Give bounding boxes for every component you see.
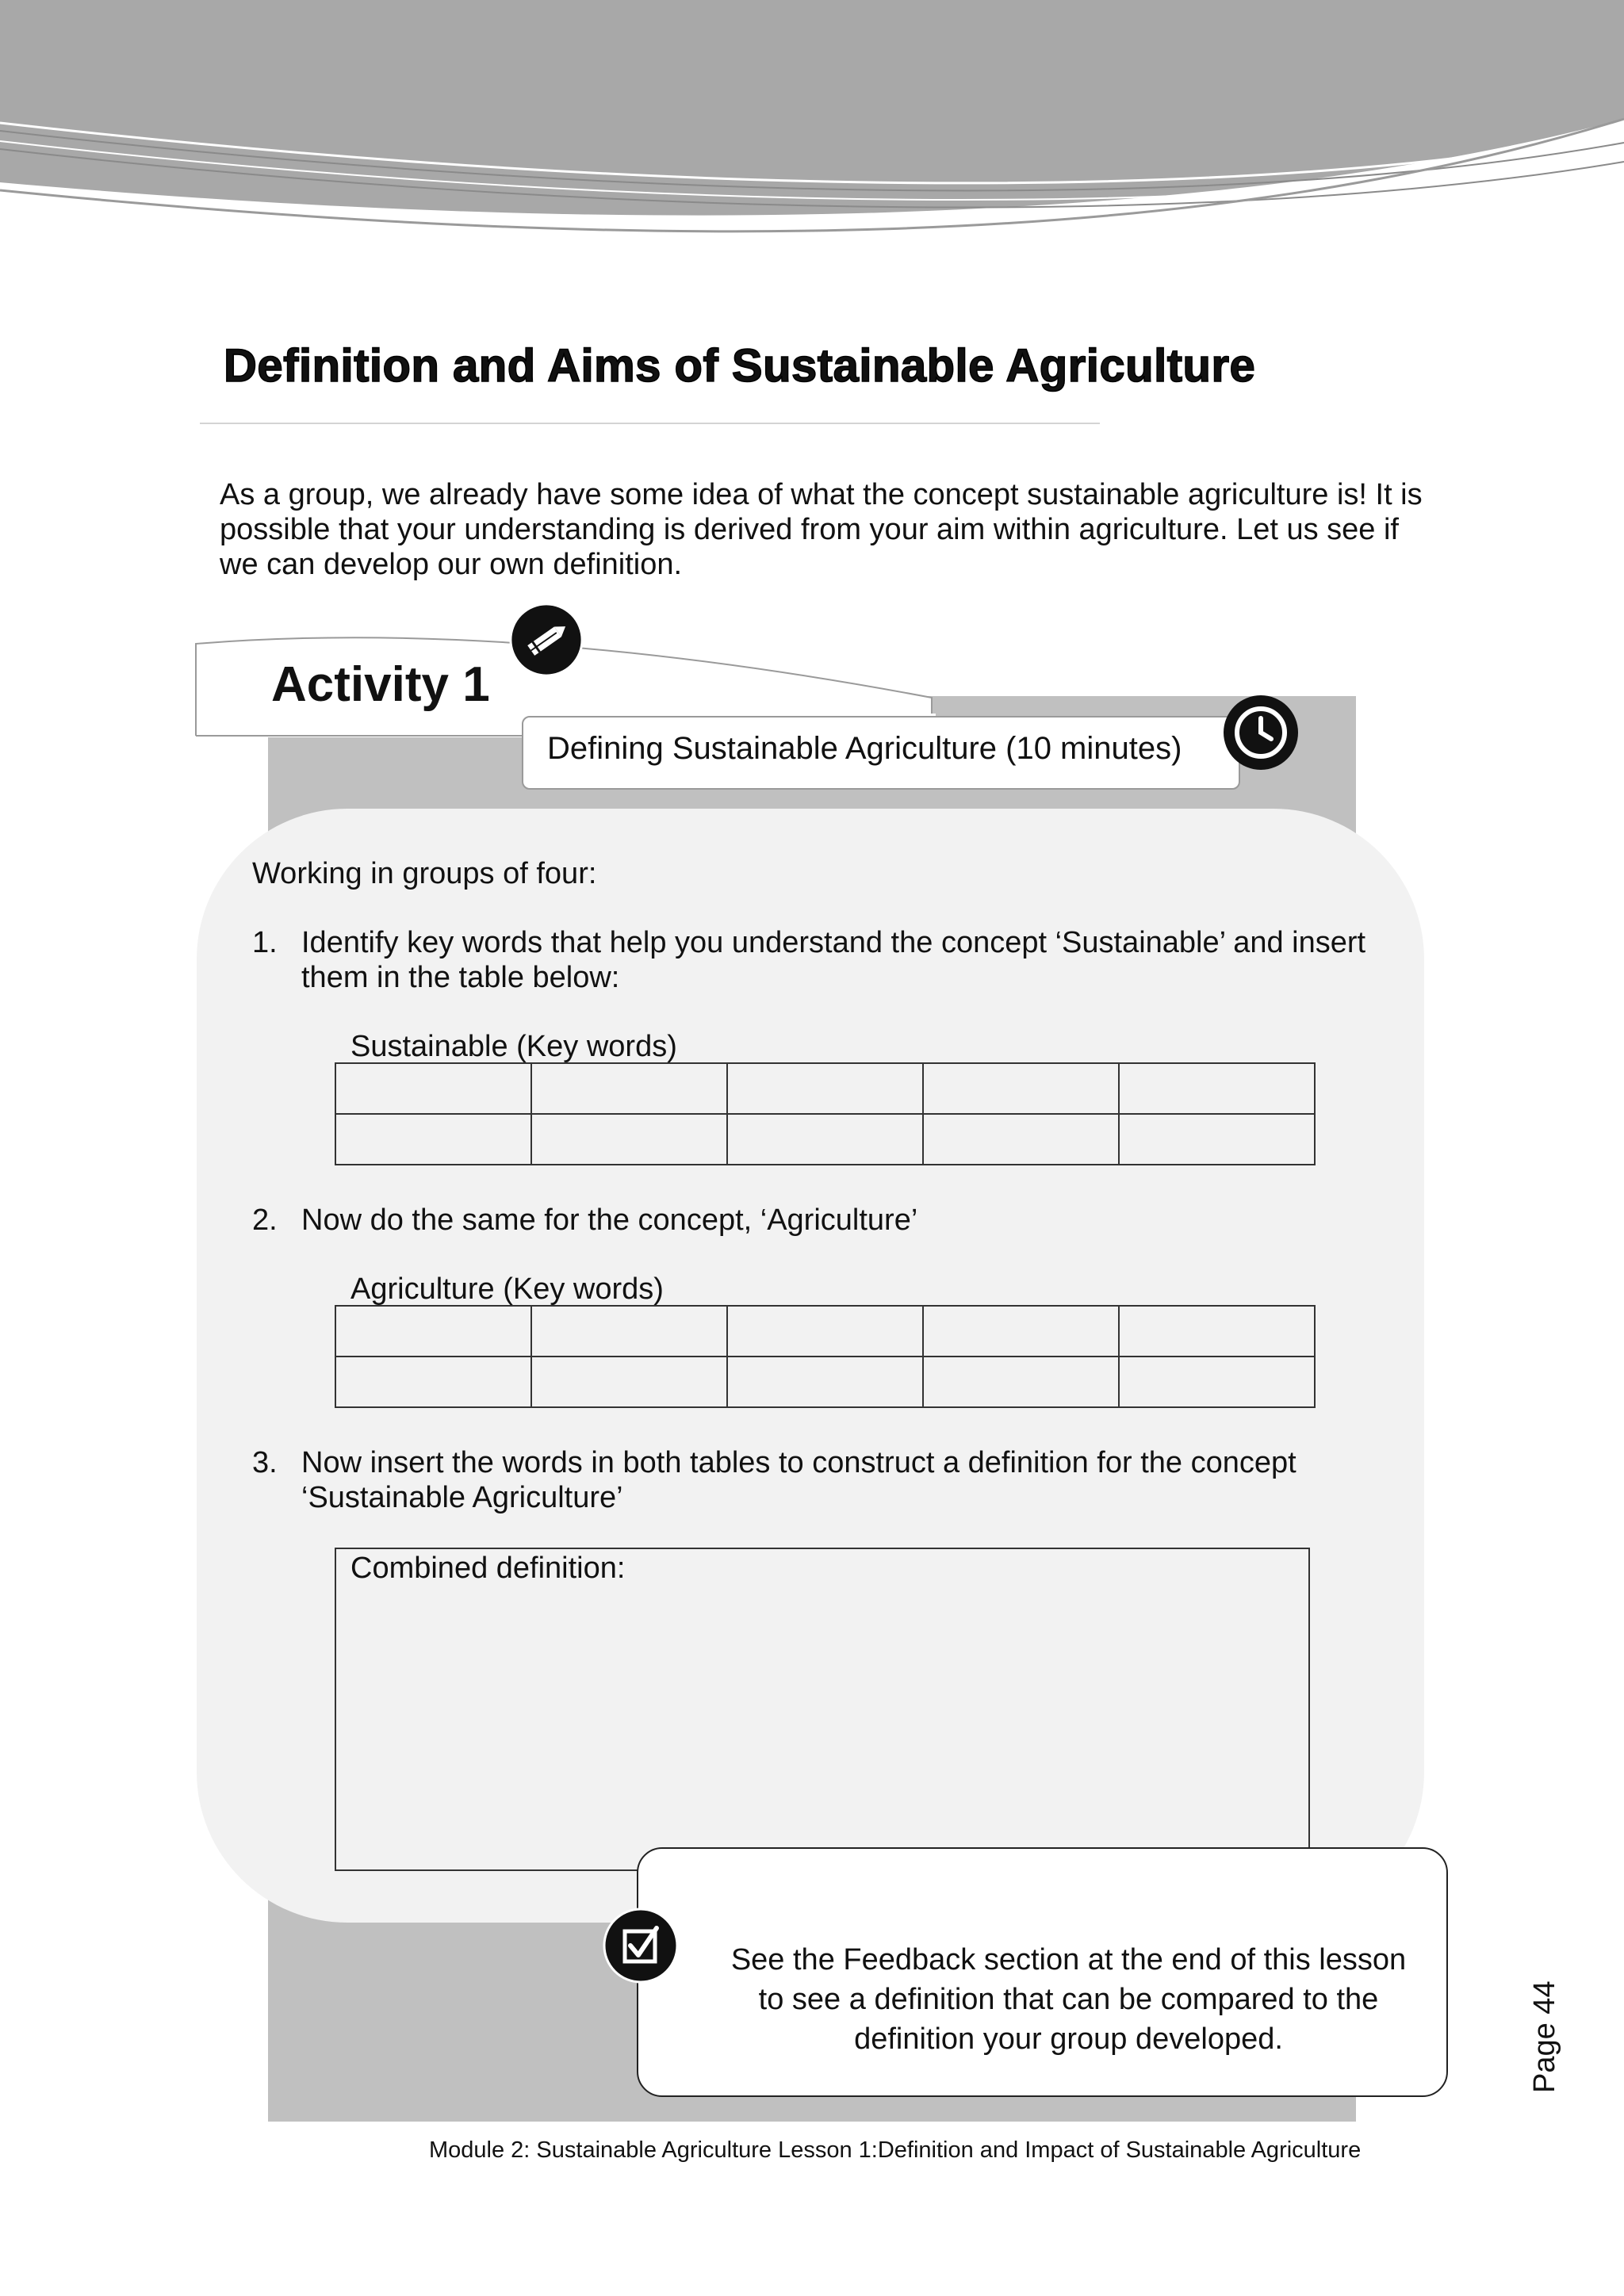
step-number: 2. xyxy=(252,1203,278,1237)
activity-label: Activity 1 xyxy=(271,657,490,712)
step-line: Now do the same for the concept, ‘Agriculture’ xyxy=(301,1203,918,1237)
feedback-line: definition your group developed. xyxy=(854,2022,1283,2056)
keyword-cell[interactable] xyxy=(727,1114,923,1165)
keyword-cell[interactable] xyxy=(335,1063,531,1114)
page-number-text: Page 44 xyxy=(1528,1980,1561,2093)
intro-line: possible that your understanding is derived from your aim within agriculture. Let us see if xyxy=(220,513,1399,546)
page-title: Definition and Aims of Sustainable Agriculture xyxy=(224,340,1256,392)
header-band xyxy=(0,0,1624,254)
keyword-cell[interactable] xyxy=(727,1063,923,1114)
keyword-cell[interactable] xyxy=(335,1306,531,1357)
step-number: 3. xyxy=(252,1446,278,1479)
clock-icon xyxy=(1221,693,1300,772)
step-line: ‘Sustainable Agriculture’ xyxy=(301,1481,623,1514)
footer-module-info: Module 2: Sustainable Agriculture Lesson 1:Definition and Impact of Sustainable Agriculture xyxy=(429,2137,1362,2163)
step-text xyxy=(301,1203,917,1238)
feedback-line: to see a definition that can be compared to the xyxy=(758,1983,1379,2016)
intro-line: we can develop our own definition. xyxy=(220,548,683,581)
step-line: Now insert the words in both tables to construct a definition for the concept xyxy=(301,1446,1297,1479)
pencil-icon xyxy=(508,601,585,679)
keyword-cell[interactable] xyxy=(1119,1357,1315,1407)
step-line: them in the table below: xyxy=(301,961,620,994)
keyword-cell[interactable] xyxy=(727,1306,923,1357)
activity-subtitle: Defining Sustainable Agriculture (10 minutes) xyxy=(547,731,1182,766)
combined-definition-box[interactable] xyxy=(335,1548,1310,1871)
title-divider xyxy=(200,423,1100,424)
activity-intro: Working in groups of four: xyxy=(252,857,597,890)
keyword-cell[interactable] xyxy=(1119,1114,1315,1165)
keyword-cell[interactable] xyxy=(531,1063,727,1114)
intro-line: As a group, we already have some idea of what the concept sustainable agriculture is! It is xyxy=(220,478,1423,511)
agriculture-keywords-table xyxy=(335,1305,1316,1408)
agriculture-table-label: Agriculture (Key words) xyxy=(350,1272,664,1306)
checkbox-icon xyxy=(601,1906,680,1985)
keyword-cell[interactable] xyxy=(531,1114,727,1165)
combined-definition-label: Combined definition: xyxy=(350,1552,626,1585)
keyword-cell[interactable] xyxy=(531,1357,727,1407)
table-row xyxy=(335,1306,1315,1357)
keyword-cell[interactable] xyxy=(1119,1306,1315,1357)
step-text xyxy=(301,925,1365,995)
keyword-cell[interactable] xyxy=(923,1114,1119,1165)
sustainable-keywords-table xyxy=(335,1062,1316,1165)
table-row xyxy=(335,1063,1315,1114)
keyword-cell[interactable] xyxy=(531,1306,727,1357)
table-row xyxy=(335,1114,1315,1165)
keyword-cell[interactable] xyxy=(1119,1063,1315,1114)
table-row xyxy=(335,1357,1315,1407)
step-text xyxy=(301,1445,1297,1515)
keyword-cell[interactable] xyxy=(727,1357,923,1407)
keyword-cell[interactable] xyxy=(335,1114,531,1165)
keyword-cell[interactable] xyxy=(923,1063,1119,1114)
feedback-line: See the Feedback section at the end of this lesson xyxy=(730,1943,1407,1976)
keyword-cell[interactable] xyxy=(923,1357,1119,1407)
step-number: 1. xyxy=(252,926,278,959)
intro-paragraph xyxy=(220,477,1441,582)
feedback-text xyxy=(698,1940,1439,2059)
sustainable-table-label: Sustainable (Key words) xyxy=(350,1030,677,1063)
keyword-cell[interactable] xyxy=(923,1306,1119,1357)
step-line: Identify key words that help you understand the concept ‘Sustainable’ and insert xyxy=(301,926,1366,959)
keyword-cell[interactable] xyxy=(335,1357,531,1407)
